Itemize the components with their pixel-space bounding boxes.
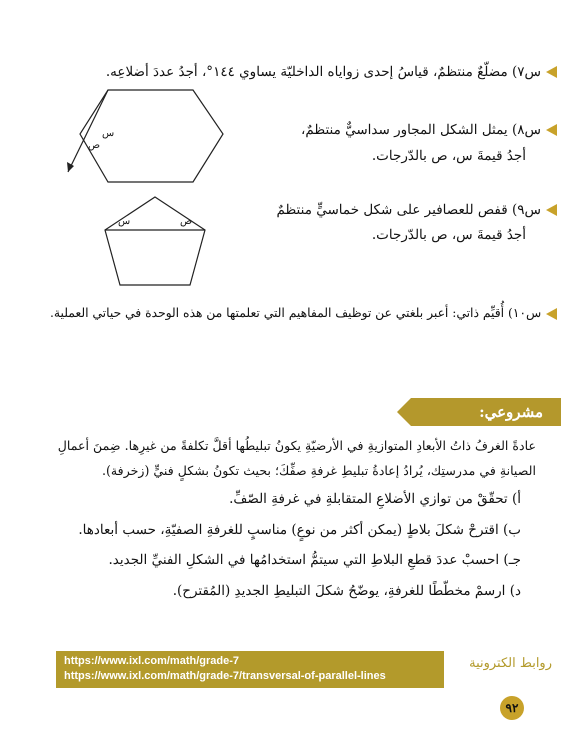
page-number: ٩٢	[500, 696, 524, 720]
bullet-arrow-icon	[546, 66, 557, 78]
hexagon-label-sad: ص	[88, 140, 101, 151]
links-label: روابط الكترونية	[469, 656, 552, 671]
link-transversal-parallel-lines[interactable]: https://www.ixl.com/math/grade-7/transversal-of-parallel-lines	[64, 670, 386, 682]
question-10: س١٠) أُقيِّم ذاتي: أعبر بلغتي عن توظيف المفاهيم التي تعلمتها من هذه الوحدة في حياتي العملية.	[50, 306, 541, 320]
links-bar	[56, 651, 444, 688]
pentagon-label-s: س	[118, 216, 131, 227]
pentagon-label-sad: ص	[180, 216, 193, 227]
question-8-line-1: س٨) يمثل الشكل المجاور سداسيٌّ منتظمٌ،	[301, 122, 541, 138]
link-grade-7[interactable]: https://www.ixl.com/math/grade-7	[64, 655, 240, 667]
project-item-b: ب) اقترحْ شكلَ بلاطٍ (يمكن أكثر من نوعٍ) مناسبٍ للغرفةِ الصفيّةِ، حسب أبعادها.	[78, 522, 521, 538]
question-7: س٧) مضلّعٌ منتظمٌ، قياسُ إحدى زواياه الداخليّة يساوي ١٤٤°، أجدُ عددَ أضلاعِه.	[105, 64, 541, 80]
project-banner	[411, 398, 561, 426]
hexagon-figure	[58, 84, 238, 194]
project-item-a: أ) تحقّقْ من توازي الأضلاعِ المتقابلةِ في غرفةِ الصّفِّ.	[229, 491, 521, 507]
pentagon-shape	[105, 197, 205, 285]
bullet-arrow-icon	[546, 308, 557, 320]
question-8-line-2: أجدُ قيمةَ س، ص بالدّرجات.	[371, 148, 526, 164]
project-item-d: د) ارسمْ مخطّطًا للغرفةِ، يوضّحُ شكلَ التبليطِ الجديدِ (المُقترح).	[172, 583, 521, 599]
bullet-arrow-icon	[546, 204, 557, 216]
question-9-line-2: أجدُ قيمةَ س، ص بالدّرجات.	[371, 227, 526, 243]
project-title: مشروعي:	[479, 403, 543, 421]
project-item-c: جـ) احسبْ عددَ قطعِ البلاطِ التي سيتمُّ استخدامُها في الشكلِ الفنيِّ الجديد.	[108, 552, 521, 568]
pentagon-figure	[100, 192, 215, 292]
question-9-line-1: س٩) قفص للعصافير على شكل خماسيٍّ منتظمٌ	[276, 202, 541, 218]
arrowhead-icon	[67, 162, 74, 172]
hexagon-label-s: س	[102, 128, 115, 139]
project-paragraph-line-1: عادةً الغرفُ ذاتُ الأبعادِ المتوازيةِ في الأرضيّةِ يكونُ تبليطُها أقلَّ تكلفةً من غيرِها. ضِمنَ أعمالِ	[57, 438, 536, 453]
project-paragraph-line-2: الصيانةِ في مدرستِك، يُرادُ إعادةُ تبليطِ غرفةِ صفِّكَ؛ بحيث تكونُ بشكلٍ فنيٍّ (زخرفة).	[102, 463, 536, 478]
bullet-arrow-icon	[546, 124, 557, 136]
